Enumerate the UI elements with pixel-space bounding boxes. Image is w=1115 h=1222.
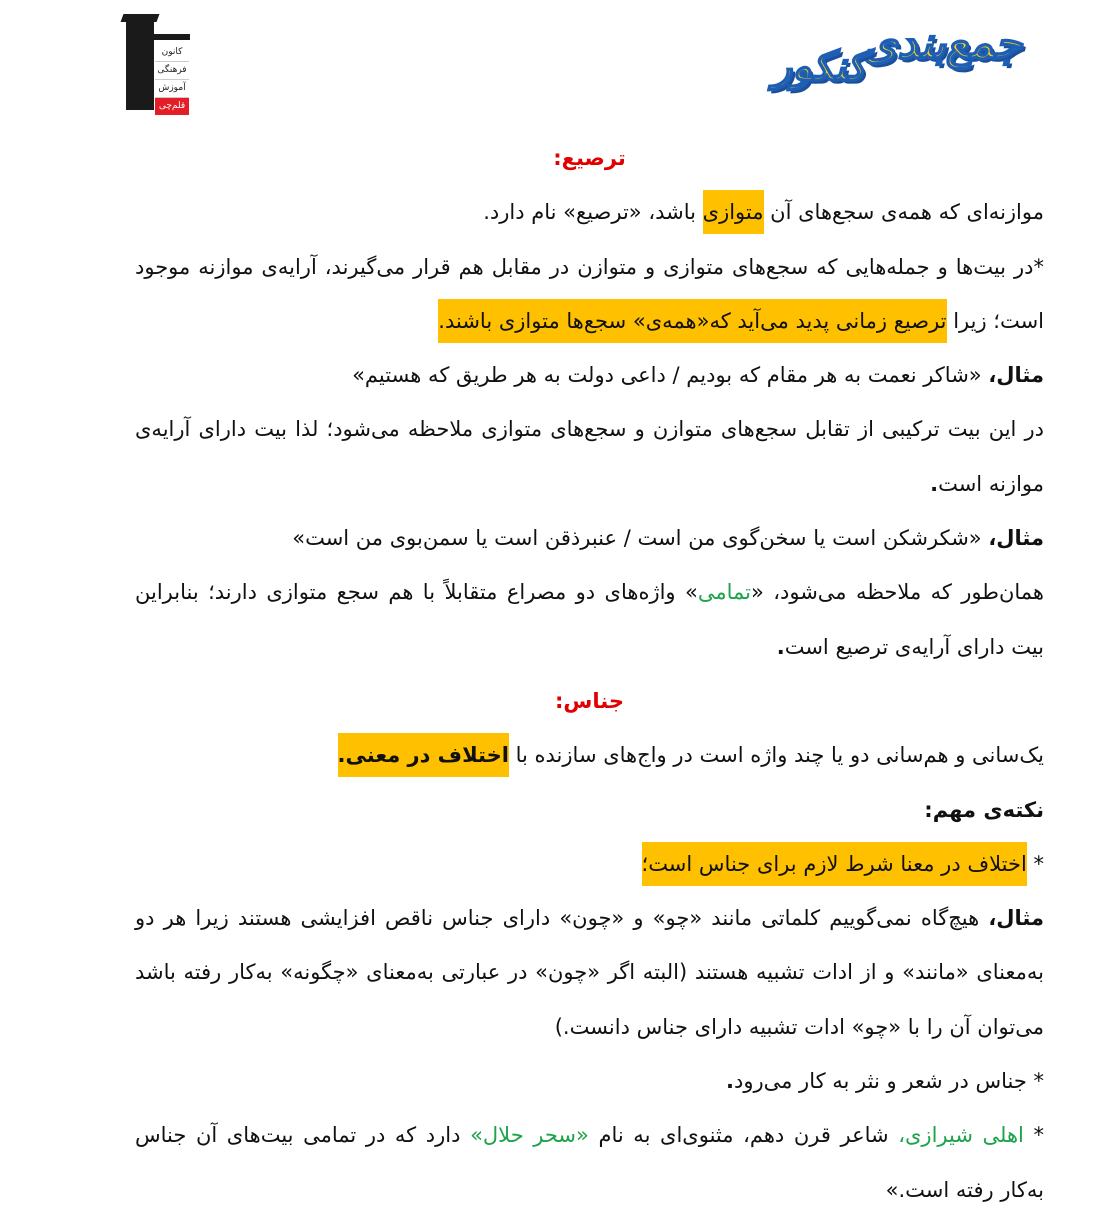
text: یک‌سانی و هم‌سانی دو یا چند واژه است در واج‌های سازنده با bbox=[508, 743, 1044, 768]
text: * جناس در شعر و نثر به کار می‌رود bbox=[734, 1069, 1044, 1094]
highlighted-text: متوازی bbox=[703, 190, 764, 234]
example bbox=[135, 511, 1044, 565]
paragraph bbox=[135, 837, 1044, 891]
example-label: مثال، bbox=[988, 363, 1044, 388]
paragraph bbox=[135, 1108, 1044, 1217]
text: دارد که در تمامی بیت‌های آن جناس به‌کار رفته است.» bbox=[135, 1123, 1044, 1202]
logo-word: کنکور bbox=[772, 44, 866, 90]
logo-word: فرهنگی bbox=[155, 62, 189, 80]
kanoon-logo-text bbox=[155, 44, 189, 115]
graduate-figure-icon bbox=[126, 18, 154, 110]
document-body bbox=[135, 131, 1044, 1217]
text: * bbox=[1026, 851, 1044, 876]
highlighted-text: ترصیع زمانی پدید می‌آید که«همه‌ی» سجع‌ها متوازی باشند. bbox=[438, 299, 946, 343]
logo-word: قلم‌چی bbox=[155, 98, 189, 115]
green-text: اهلی شیرازی، bbox=[898, 1123, 1024, 1148]
example bbox=[135, 891, 1044, 1054]
highlighted-text: اختلاف در معنی. bbox=[338, 733, 509, 777]
section-heading-tarsi: ترصیع: bbox=[553, 146, 626, 170]
note-title: نکته‌ی مهم: bbox=[924, 797, 1044, 822]
paragraph bbox=[135, 728, 1044, 782]
green-text: «سحر حلال» bbox=[470, 1123, 589, 1148]
text: همان‌طور که ملاحظه می‌شود، « bbox=[750, 580, 1044, 605]
text: موازنه‌ای که همه‌ی سجع‌های آن bbox=[763, 200, 1044, 225]
text: * bbox=[1023, 1123, 1044, 1148]
example-label: مثال، bbox=[988, 526, 1044, 551]
logo-word: کانون bbox=[155, 44, 189, 62]
section-heading-jenas: جناس: bbox=[555, 688, 624, 713]
text: در این بیت ترکیبی از تقابل سجع‌های متوازن و سجع‌های متوازی ملاحظه می‌شود؛ لذا بیت دارای آرایه‌ی موازنه است bbox=[135, 417, 1044, 496]
logo-word: آموزش bbox=[155, 80, 189, 98]
example-text: هیچ‌گاه نمی‌گوییم کلماتی مانند «چو» و «چون» دارای جناس ناقص افزایشی هستند زیرا هر دو به‌معنای «مانند» و از ادات تشبیه هستند (البته اگر «چون» در عبارتی به‌معنای «چگونه» به‌کار رفته باشد می‌توان آن را با «چو» ادات تشبیه دارای جناس دانست.) bbox=[135, 906, 1044, 1039]
paragraph bbox=[135, 402, 1044, 511]
period: . bbox=[726, 1069, 734, 1094]
period: . bbox=[776, 634, 785, 659]
jambandi-konkur-logo bbox=[686, 18, 1026, 98]
paragraph bbox=[135, 1054, 1044, 1108]
paragraph bbox=[135, 185, 1044, 239]
paragraph bbox=[135, 240, 1044, 349]
text: شاعر قرن دهم، مثنوی‌ای به نام bbox=[588, 1123, 899, 1148]
example-text: «شکرشکن است یا سخن‌گوی من است / عنبرذقن است یا سمن‌بوی من است» bbox=[292, 526, 989, 551]
example-label: مثال، bbox=[988, 906, 1044, 931]
text: باشد، «ترصیع» نام دارد. bbox=[483, 200, 703, 225]
logo-arm bbox=[150, 34, 190, 40]
period: . bbox=[930, 471, 939, 496]
text: *در بیت‌ها و جمله‌هایی که سجع‌های متوازی و متوازن در مقابل هم قرار می‌گیرند، آرایه‌ی موازنه موجود است؛ زیرا bbox=[135, 254, 1044, 333]
green-text: تمامی bbox=[697, 580, 751, 605]
highlighted-text: اختلاف در معنا شرط لازم برای جناس است؛ bbox=[642, 842, 1027, 886]
example bbox=[135, 348, 1044, 402]
example-text: «شاکر نعمت به هر مقام که بودیم / داعی دولت به هر طریق که هستیم» bbox=[352, 363, 989, 388]
note-heading bbox=[135, 783, 1044, 837]
paragraph bbox=[135, 565, 1044, 674]
logo-word: جمع‌بندی bbox=[862, 18, 1022, 69]
text: » واژه‌های دو مصراع متقابلاً با هم سجع متوازی دارند؛ بنابراین بیت دارای آرایه‌ی ترصیع است bbox=[135, 580, 1044, 659]
kanoon-logo bbox=[122, 12, 192, 110]
